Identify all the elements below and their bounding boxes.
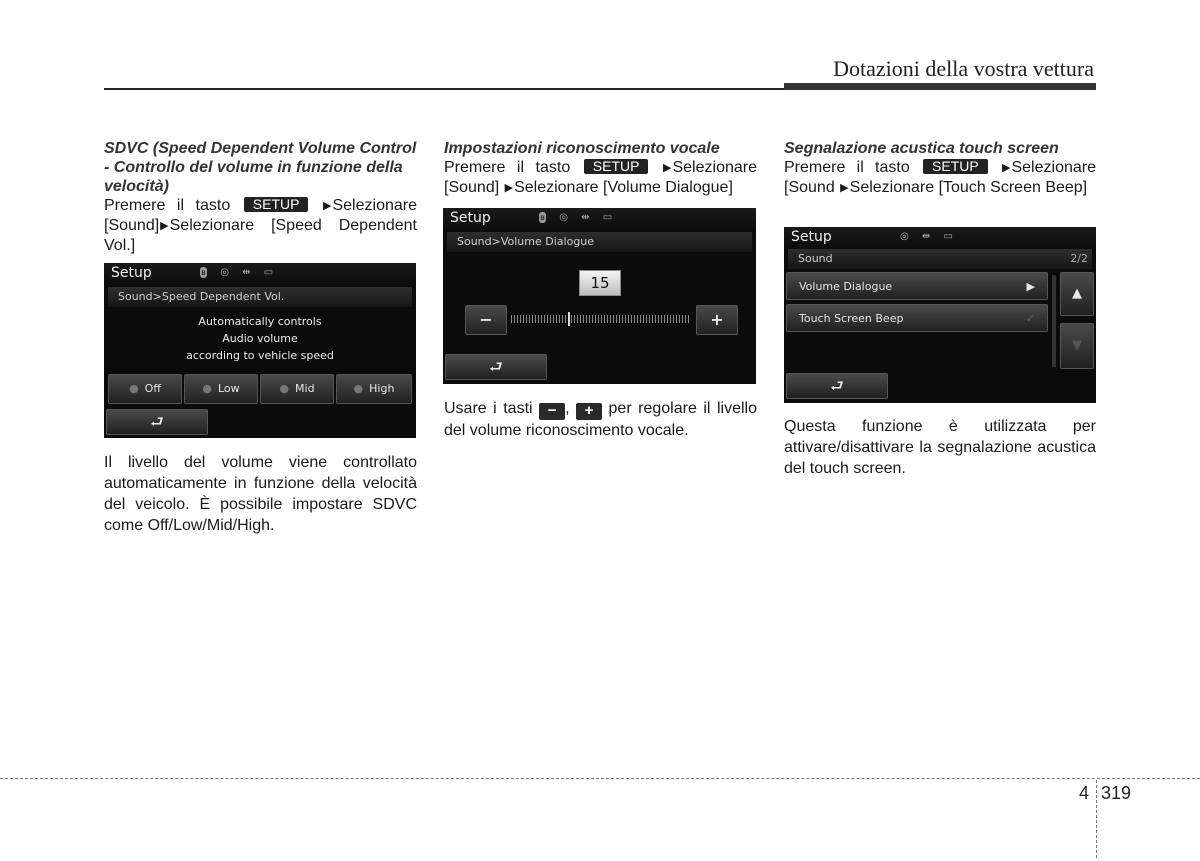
instr-text: Selezionare [Sound [784, 159, 1096, 196]
message-line: Automatically controls [198, 315, 322, 328]
instructions [104, 196, 417, 255]
checkmark-icon[interactable]: ✓ [1025, 312, 1035, 325]
usb-icon: ⇹ [921, 231, 931, 242]
option-high-button[interactable] [336, 374, 412, 404]
page-number: 319 [1101, 783, 1132, 803]
screen-sdvc [104, 263, 416, 438]
chapter-number: 4 [1079, 783, 1090, 803]
arrow-right-icon: ▶ [504, 182, 514, 194]
header-rule [104, 88, 784, 90]
scrollbar[interactable] [1052, 275, 1056, 367]
header-rule-accent [784, 83, 1096, 90]
back-button[interactable] [106, 409, 208, 435]
plus-key-label: + [576, 403, 602, 420]
volume-body [444, 398, 757, 441]
instructions [784, 158, 1096, 198]
screen-title: Setup [450, 210, 491, 226]
arrow-up-icon: ▲ [1072, 286, 1082, 301]
arrow-right-icon: ▶ [160, 220, 169, 232]
status-icons [539, 212, 622, 223]
list-item-volume-dialogue[interactable] [786, 272, 1048, 300]
screen-breadcrumb: Sound>Speed Dependent Vol. [108, 287, 412, 307]
screen-titlebar [104, 263, 416, 285]
body-text: , [565, 400, 570, 417]
volume-slider[interactable] [511, 315, 689, 323]
section-heading: Segnalazione acustica touch screen [784, 140, 1059, 157]
arrow-right-icon: ▶ [1002, 162, 1011, 174]
option-label: High [369, 382, 395, 395]
screen-title: Setup [111, 265, 152, 281]
aux-icon: ▭ [943, 231, 953, 242]
body-text: per regolare il livello del volume riconoscimento vocale. [444, 400, 757, 439]
section-label: Sound [798, 252, 833, 265]
option-off-button[interactable] [108, 374, 182, 404]
touch-beep-body: Questa funzione è utilizzata per attivare/disattivare la segnalazione acustica del touch screen. [784, 418, 1096, 477]
volume-value: 15 [579, 270, 621, 296]
screen-title: Setup [791, 229, 832, 245]
screen-sound-list [784, 227, 1096, 403]
option-label: Mid [295, 382, 315, 395]
section-heading: SDVC (Speed Dependent Volume Control - Controllo del volume in funzione della velocità) [104, 140, 417, 195]
instr-text: Selezionare [Sound] [104, 197, 417, 234]
bluetooth-icon: ʙ [201, 268, 206, 277]
option-low-button[interactable] [184, 374, 258, 404]
instr-text: Selezionare [Speed Dependent Vol.] [104, 217, 417, 254]
list-item-touch-screen-beep[interactable] [786, 304, 1048, 332]
setup-key-label: SETUP [244, 197, 309, 212]
back-button[interactable] [786, 373, 888, 399]
radio-icon: ● [129, 382, 139, 395]
column-sdvc [104, 139, 417, 255]
column-volume-dialogue [444, 139, 757, 198]
option-label: Low [217, 382, 240, 395]
screen-volume-dialogue [443, 208, 756, 384]
scroll-up-button[interactable] [1060, 272, 1094, 316]
arrow-right-icon: ▶ [323, 200, 332, 212]
play-arrow-icon: ▶ [1026, 280, 1035, 293]
instr-text: Premere il tasto [104, 197, 231, 214]
body-text: Usare i tasti [444, 400, 533, 417]
back-button[interactable] [445, 354, 547, 380]
message-line: Audio volume [222, 332, 298, 345]
radio-icon: ● [202, 382, 212, 395]
radio-icon: ● [353, 382, 364, 395]
radio-icon: ● [279, 382, 290, 395]
setup-key-label: SETUP [584, 159, 649, 174]
disc-icon: ◎ [220, 267, 229, 278]
back-icon: ⮐ [489, 358, 503, 376]
screen-titlebar [443, 208, 756, 230]
aux-icon: ▭ [263, 267, 274, 278]
arrow-right-icon: ▶ [840, 182, 849, 194]
page-header-title: Dotazioni della vostra vettura [833, 56, 1094, 81]
instr-text: Premere il tasto [784, 159, 910, 176]
screen-section [788, 249, 1092, 269]
screen-titlebar [784, 227, 1096, 249]
usb-icon: ⇹ [581, 212, 590, 223]
section-heading: Impostazioni riconoscimento vocale [444, 140, 720, 157]
instr-text: Selezionare [Sound] [444, 159, 757, 196]
arrow-down-icon: ▼ [1072, 338, 1082, 353]
disc-icon: ◎ [900, 231, 909, 242]
option-mid-button[interactable] [260, 374, 334, 404]
column-touch-beep [784, 139, 1096, 198]
volume-minus-button[interactable]: − [465, 305, 507, 335]
message-line: according to vehicle speed [186, 349, 334, 362]
instr-text: Selezionare [Touch Screen Beep] [849, 179, 1088, 196]
list-item-label: Touch Screen Beep [799, 312, 904, 325]
usb-icon: ⇹ [242, 267, 251, 278]
arrow-right-icon: ▶ [663, 162, 672, 174]
disc-icon: ◎ [559, 212, 568, 223]
instructions [444, 158, 757, 198]
volume-plus-button[interactable]: + [696, 305, 738, 335]
back-icon: ⮐ [150, 413, 164, 431]
aux-icon: ▭ [602, 212, 613, 223]
screen-message [104, 313, 416, 364]
footer-rule [0, 778, 1200, 779]
option-label: Off [144, 382, 161, 395]
sdvc-body: Il livello del volume viene controllato automaticamente in funzione della velocità del veicolo. È possibile impostare SDVC come Off/Low/Mid/High. [104, 454, 417, 534]
status-icons [900, 231, 963, 242]
back-icon: ⮐ [830, 377, 844, 395]
minus-key-label: − [539, 403, 565, 420]
scroll-down-button[interactable] [1060, 323, 1094, 369]
setup-key-label: SETUP [923, 159, 988, 174]
slider-handle[interactable] [568, 312, 570, 326]
bluetooth-icon: ʙ [540, 213, 545, 222]
page-indicator: 2/2 [1070, 252, 1088, 265]
list-item-label: Volume Dialogue [799, 280, 893, 293]
screen-breadcrumb: Sound>Volume Dialogue [447, 232, 752, 252]
footer-divider [1096, 780, 1097, 858]
instr-text: Selezionare [Volume Dialogue] [514, 179, 733, 196]
instr-text: Premere il tasto [444, 159, 571, 176]
status-icons [200, 267, 283, 278]
